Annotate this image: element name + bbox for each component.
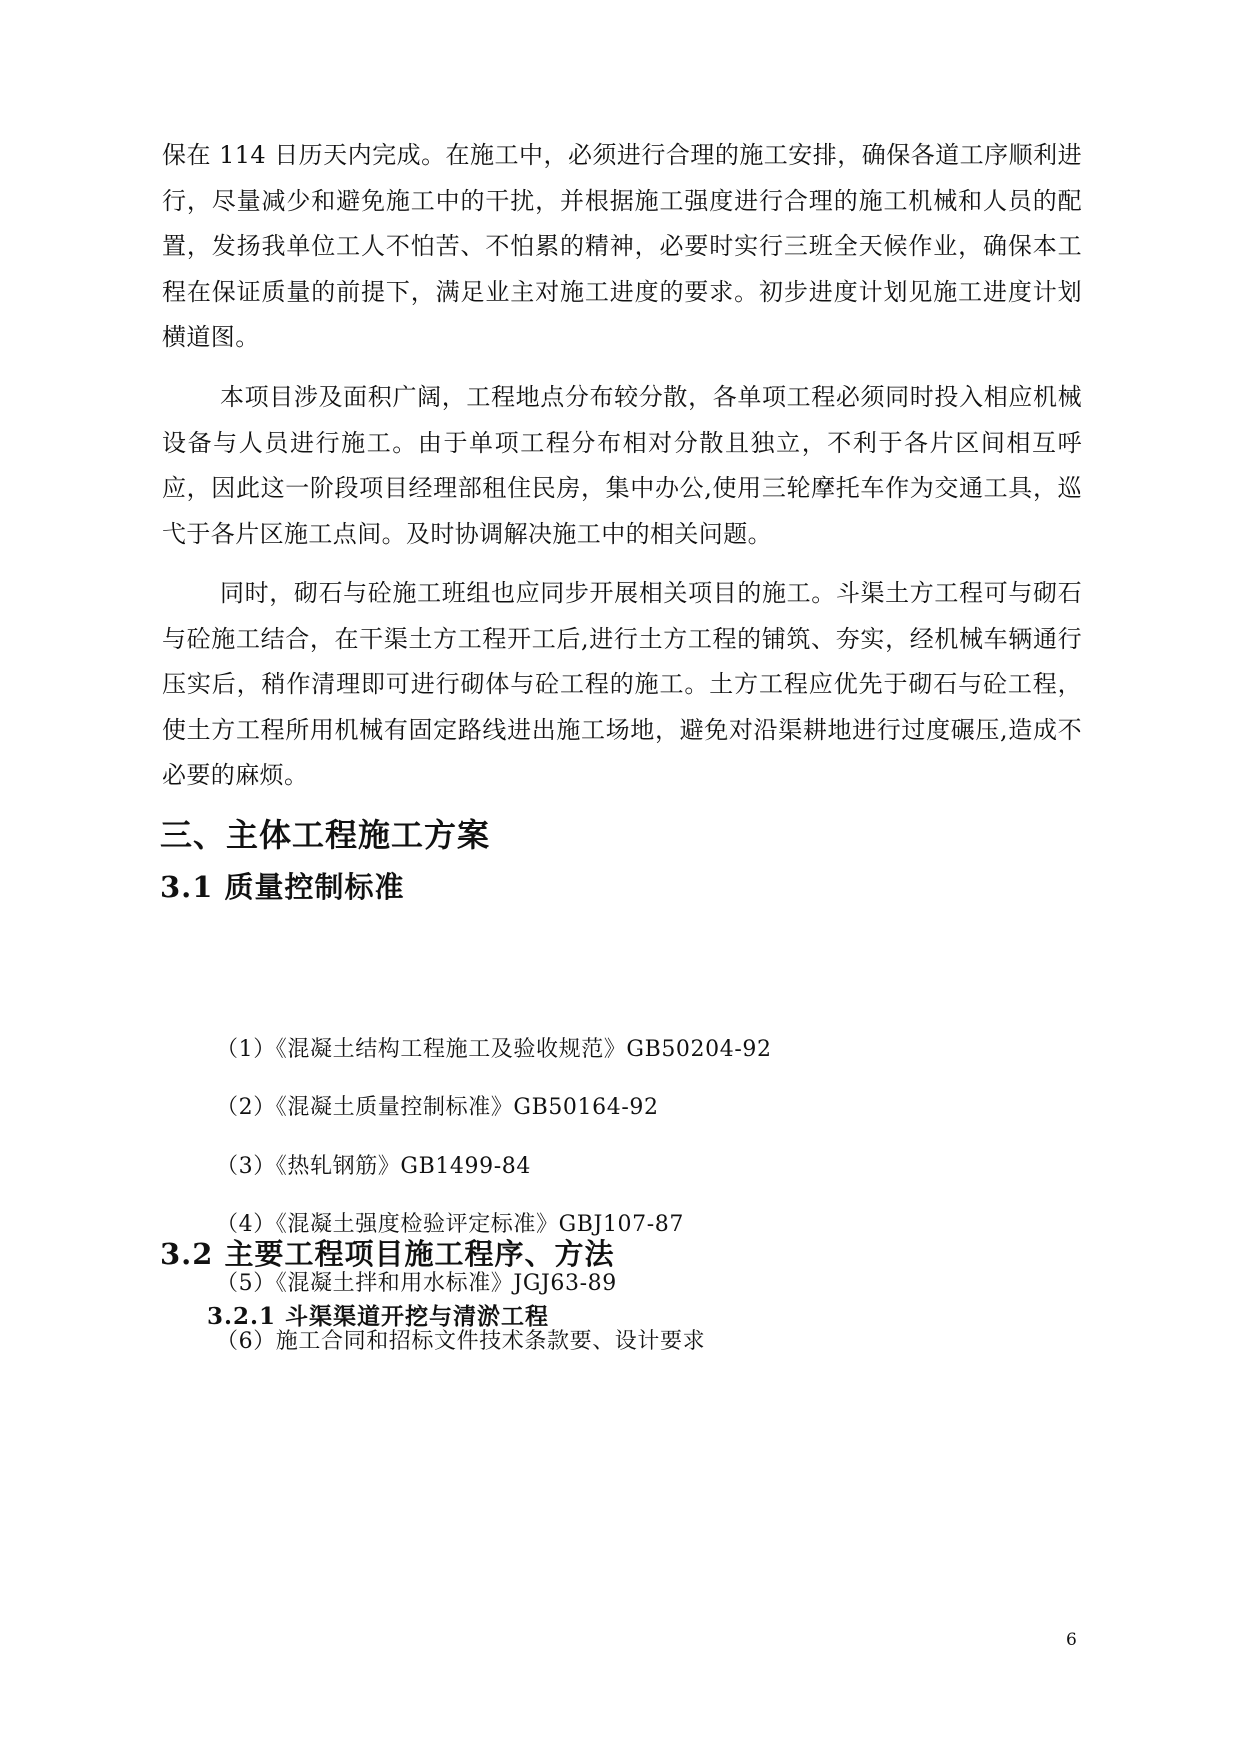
standards-list — [216, 1035, 772, 1385]
page-number: 6 — [1066, 1630, 1077, 1650]
paragraph-schedule: 保在 114 日历天内完成。在施工中，必须进行合理的施工安排，确保各道工序顺利进行，尽量减少和避免施工中的干扰，并根据施工强度进行合理的施工机械和人员的配置，发扬我单位工人不怕苦、不怕累的精神，必要时实行三班全天候作业，确保本工程在保证质量的前提下，满足业主对施工进度的要求。初步进度计划见施工进度计划横道图。 — [162, 141, 1082, 351]
list-item: （4）《混凝土强度检验评定标准》GBJ107-87 — [216, 1212, 684, 1238]
paragraph-project-scope: 本项目涉及面积广阔，工程地点分布较分散，各单项工程必须同时投入相应机械设备与人员进行施工。由于单项工程分布相对分散且独立，不利于各片区间相互呼应，因此这一阶段项目经理部租住民房，集中办公,使用三轮摩托车作为交通工具，巡弋于各片区施工点间。及时协调解决施工中的相关问题。 — [162, 383, 1082, 548]
list-item: （1）《混凝土结构工程施工及验收规范》GB50204-92 — [216, 1037, 772, 1062]
list-item: （6）施工合同和招标文件技术条款要、设计要求 — [216, 1328, 706, 1354]
paragraph-concurrent-work: 同时，砌石与砼施工班组也应同步开展相关项目的施工。斗渠土方工程可与砌石与砼施工结合，在干渠土方工程开工后,进行土方工程的铺筑、夯实，经机械车辆通行压实后，稍作清理即可进行砌体与砼工程的施工。土方工程应优先于砌石与砼工程，使土方工程所用机械有固定路线进出施工场地，避免对沿渠耕地进行过度碾压,造成不必要的麻烦。 — [162, 579, 1082, 789]
list-item: （3）《热轧钢筋》GB1499-84 — [216, 1153, 531, 1179]
list-item: （5）《混凝土拌和用水标准》JGJ63-89 — [216, 1270, 617, 1296]
subsection-heading-quality: 3.1 质量控制标准 — [160, 870, 405, 904]
subsubsection-heading-excavation: 3.2.1 斗渠渠道开挖与清淤工程 — [207, 1303, 550, 1330]
section-heading: 三、主体工程施工方案 — [160, 816, 491, 854]
list-item: （2）《混凝土质量控制标准》GB50164-92 — [216, 1095, 659, 1121]
subsection-heading-procedures: 3.2 主要工程项目施工程序、方法 — [160, 1237, 615, 1271]
